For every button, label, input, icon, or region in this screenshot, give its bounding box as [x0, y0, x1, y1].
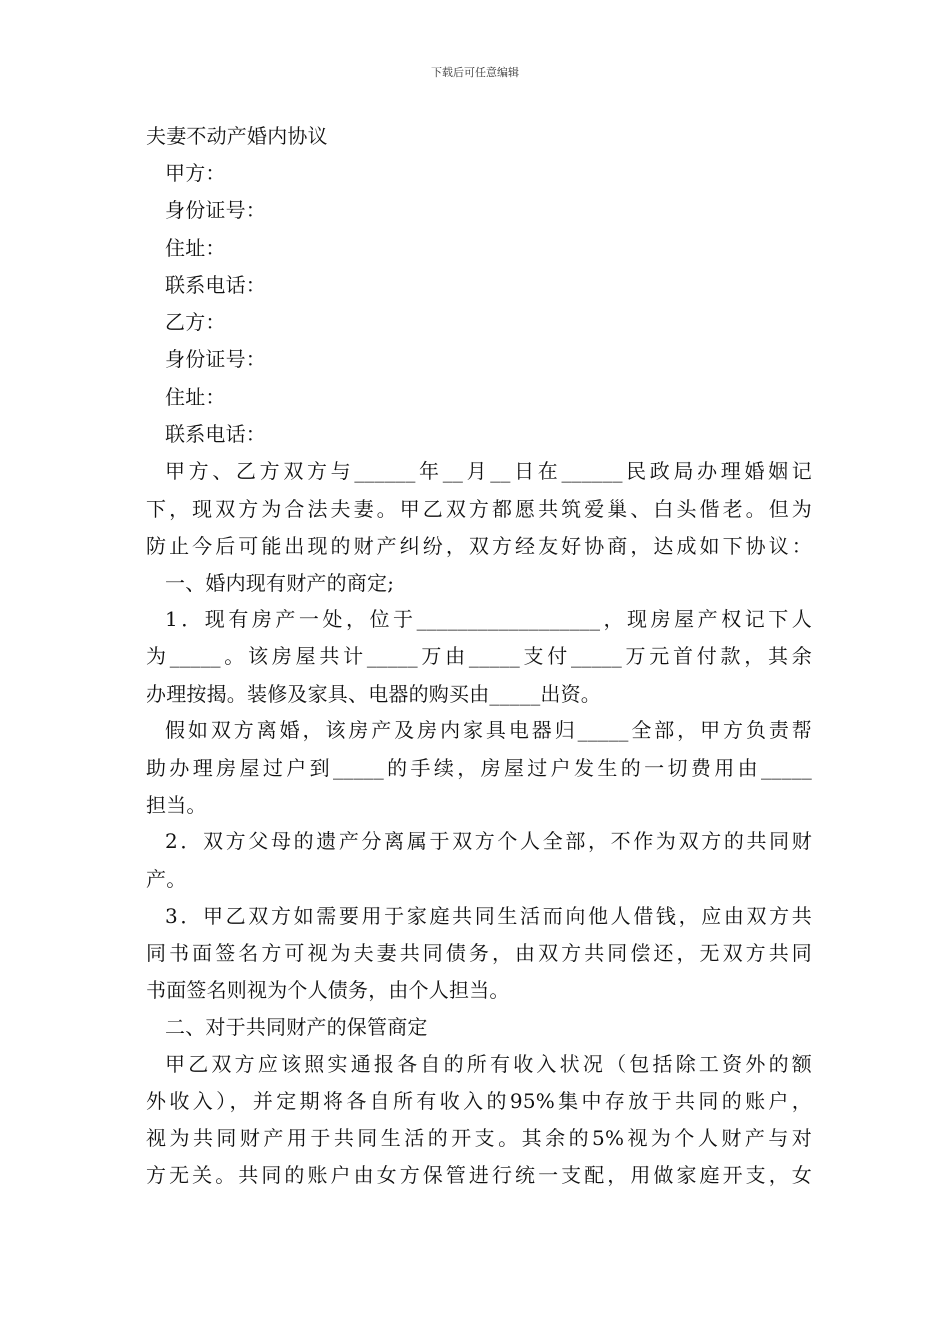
party-b-phone-label: 联系电话：	[165, 422, 266, 446]
party-b-id-label: 身份证号：	[165, 347, 266, 371]
party-a-label: 甲方：	[165, 161, 226, 185]
section-2-heading: 二、对于共同财产的保管商定	[165, 1015, 428, 1039]
divorce-clause-line: 担当。	[146, 793, 207, 817]
section-2-line: 甲乙双方应该照实通报各自的所有收入状况（包括除工资外的额	[165, 1052, 812, 1076]
clause-2-line: 2．双方父母的遗产分离属于双方个人全部，不作为双方的共同财	[165, 829, 812, 853]
party-b-address-label: 住址：	[165, 385, 226, 409]
clause-1-line: 1．现有房产一处，位于__________________，现房屋产权记下人	[165, 607, 812, 631]
clause-3-line: 同书面签名方可视为夫妻共同债务，由双方共同偿还，无双方共同	[146, 941, 812, 965]
document-title: 夫妻不动产婚内协议	[146, 124, 328, 148]
party-b-label: 乙方：	[165, 310, 226, 334]
page-header: 下载后可任意编辑	[431, 66, 519, 79]
clause-2-line: 产。	[146, 867, 187, 891]
party-a-phone-label: 联系电话：	[165, 273, 266, 297]
party-a-address-label: 住址：	[165, 236, 226, 260]
clause-1-line: 为_____。该房屋共计_____万由_____支付_____万元首付款，其余	[146, 644, 812, 668]
intro-line: 下，现双方为合法夫妻。甲乙双方都愿共筑爱巢、白头偕老。但为	[146, 497, 812, 521]
party-a-id-label: 身份证号：	[165, 198, 266, 222]
clause-3-line: 3．甲乙双方如需要用于家庭共同生活而向他人借钱，应由双方共	[165, 904, 812, 928]
section-1-heading: 一、婚内现有财产的商定;	[165, 571, 395, 595]
divorce-clause-line: 假如双方离婚，该房产及房内家具电器归_____全部，甲方负责帮	[165, 718, 812, 742]
intro-line: 甲方、乙方双方与______年__月__日在______民政局办理婚姻记	[165, 459, 812, 483]
clause-3-line: 书面签名则视为个人债务，由个人担当。	[146, 978, 510, 1002]
section-2-line: 方无关。共同的账户由女方保管进行统一支配，用做家庭开支，女	[146, 1163, 812, 1187]
clause-1-line: 办理按揭。装修及家具、电器的购买由_____出资。	[146, 682, 601, 706]
section-2-line: 视为共同财产用于共同生活的开支。其余的5%视为个人财产与对	[146, 1126, 812, 1150]
intro-line: 防止今后可能出现的财产纠纷，双方经友好协商，达成如下协议：	[146, 534, 812, 558]
divorce-clause-line: 助办理房屋过户到_____的手续，房屋过户发生的一切费用由_____	[146, 756, 812, 780]
section-2-line: 外收入），并定期将各自所有收入的95%集中存放于共同的账户，	[146, 1089, 812, 1113]
